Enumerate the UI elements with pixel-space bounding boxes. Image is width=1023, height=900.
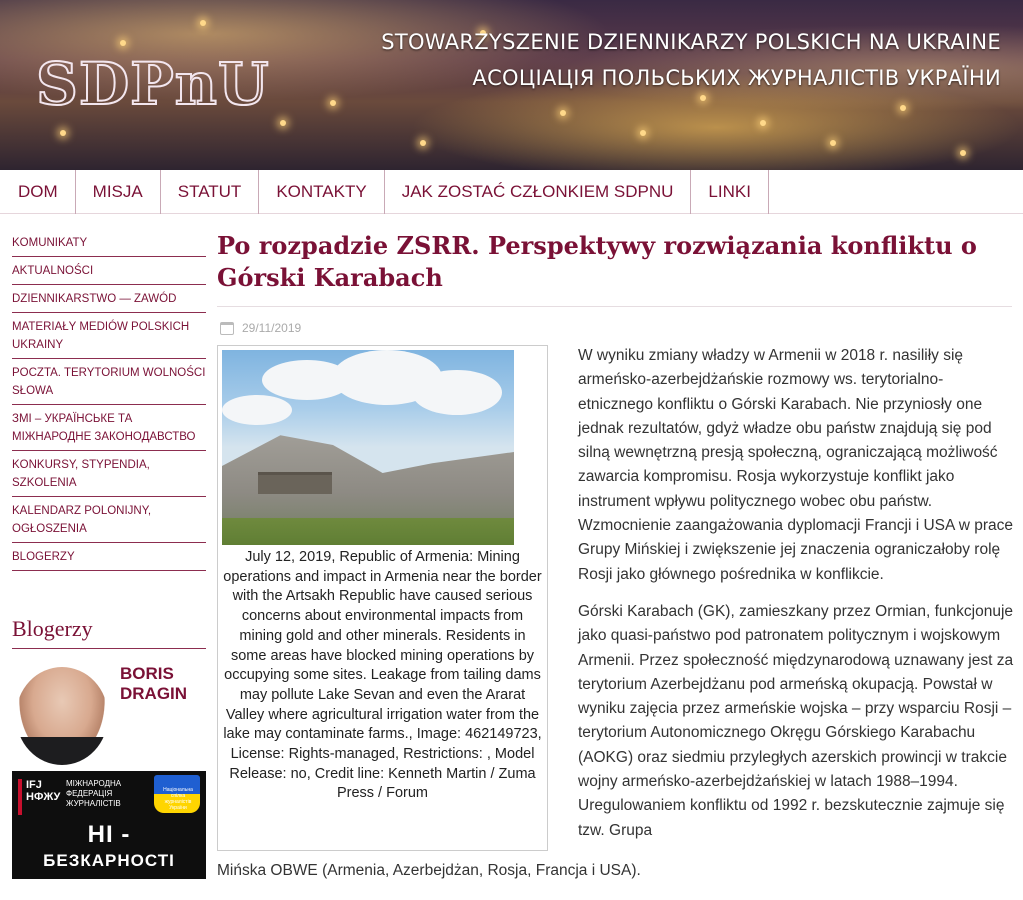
post-date: 29/11/2019 [242,321,302,335]
photo-caption: July 12, 2019, Republic of Armenia: Mining operations and impact in Armenia near the border with the Artsakh Republic have caused serious concerns about environmental impacts from mining gold and other minerals. Residents in some areas have blocked mining operations by occupying some sites. Leakage from tailing dams may pollute Lake Sevan and even the Ararat Valley where agricultural irrigation water from the lake may contaminate farms., Image: 462149723, License: Rights-managed, Restrictions: , Model Release: no, Credit line: Kenneth Martin / Zuma Press / Forum [223,549,542,802]
nav-item-membership[interactable]: JAK ZOSTAĆ CZŁONKIEM SDPNU [385,170,692,214]
bloggers-divider [12,648,206,649]
article-body [578,344,1014,856]
blogger-avatar[interactable] [16,667,108,765]
photo-grass [222,518,514,545]
sidebar-item-poczta[interactable]: POCZTA. TERYTORIUM WOLNOŚCI SŁOWA [12,359,206,405]
article-paragraph-continuation: Mińska OBWE (Armenia, Azerbejdżan, Rosja, Francja i USA). [217,862,641,879]
avatar-shirt [16,737,108,765]
article-title: Po rozpadzie ZSRR. Perspektywy rozwiązania konfliktu o Górski Karabach [217,231,977,292]
site-logo[interactable]: SDPnU [36,50,270,118]
sidebar-item-kalendarz[interactable]: KALENDARZ POLONIJNY, OGŁOSZENIA [12,497,206,543]
photo-building [258,472,332,494]
article-photo[interactable] [222,350,514,545]
post-meta [220,321,301,335]
sidebar-item-komunikaty[interactable]: KOMUNIKATY [12,230,206,257]
article-paragraph: Górski Karabach (GK), zamieszkany przez Ormian, funkcjonuje jako quasi-państwo pod patronatem politycznym i wojskowym Armenii. Przez społeczność międzynarodową uznawany jest za terytorium Azerbejdżanu pod armeńską okupacją. Powstał w wyniku zajęcia przez armeńskie wojska – przy wsparciu Rosji – terytorium Autonomicznego Okręgu Górskiego Karabachu (AOKG) oraz siedmiu przyległych azerskich prowincji w trakcie wojny armeńsko-azerbejdżańskiej w latach 1988–1994. Uregulowaniem konfliktu od 1992 r. bezskutecznie zajmuje się tzw. Grupa [578,602,1014,839]
sidebar-item-zmi[interactable]: ЗМІ – УКРАЇНСЬКЕ ТА МІЖНАРОДНЕ ЗАКОНОДАВСТВО [12,405,206,451]
photo-cloud [412,370,502,415]
union-shield-text: Національна спілка журналістів України [163,787,193,811]
title-divider [217,306,1012,307]
sidebar-item-materialy[interactable]: MATERIAŁY MEDIÓW POLSKICH UKRAINY [12,313,206,359]
nav-item-kontakty[interactable]: KONTAKTY [259,170,384,214]
sidebar-item-konkursy[interactable]: KONKURSY, STYPENDIA, SZKOLENIA [12,451,206,497]
ifj-logo: IFJ НФЖУ [18,779,64,815]
nav-item-dom[interactable]: DOM [0,170,76,214]
sidebar-item-dziennikarstwo[interactable]: DZIENNIKARSTWO — ZAWÓD [12,285,206,313]
nav-item-linki[interactable]: LINKI [691,170,769,214]
promo-slogan-line-1: НІ - [87,821,131,848]
article-figure [217,345,548,851]
blogger-name[interactable]: BORIS DRAGIN [120,664,188,703]
photo-cloud [222,395,292,425]
nav-item-misja[interactable]: MISJA [76,170,161,214]
sidebar-item-aktualnosci[interactable]: AKTUALNOŚCI [12,257,206,285]
header-banner [0,0,1023,170]
bloggers-heading: Blogerzy [12,616,93,641]
banner-title-ukrainian: АСОЦІАЦІЯ ПОЛЬСЬКИХ ЖУРНАЛІСТІВ УКРАЇНИ [472,66,1001,90]
banner-title-polish: STOWARZYSZENIE DZIENNIKARZY POLSKICH NA UKRAINE [381,30,1001,54]
main-nav [0,170,1023,214]
calendar-icon [220,322,234,335]
sidebar-menu [12,230,206,571]
article-paragraph: W wyniku zmiany władzy w Armenii w 2018 r. nasiliły się armeńsko-azerbejdżańskie rozmowy ws. terytorialno-etnicznego konfliktu o Górski Karabach. Nie przyniosły one jednak rezultatów, gdyż władze obu państw znajdują się pod silną wewnętrzną presją społeczną, ograniczającą możliwość zawarcia kompromisu. Rosja wykorzystuje konflikt jako instrument wpływu politycznego wobec obu państw. Wzmocnienie zaangażowania dyplomacji Francji i USA w prace Grupy Mińskiej i zwiększenie jej znaczenia ograniczałoby rolę Rosji jako głównego pośrednika w konflikcie. [578,347,1014,583]
nav-item-statut[interactable]: STATUT [161,170,260,214]
sidebar-item-blogerzy[interactable]: BLOGERZY [12,543,206,571]
promo-slogan-line-2: БЕЗКАРНОСТІ [43,851,175,870]
promo-banner[interactable] [12,771,206,879]
ifj-text: МІЖНАРОДНА ФЕДЕРАЦІЯ ЖУРНАЛІСТІВ [66,779,122,808]
